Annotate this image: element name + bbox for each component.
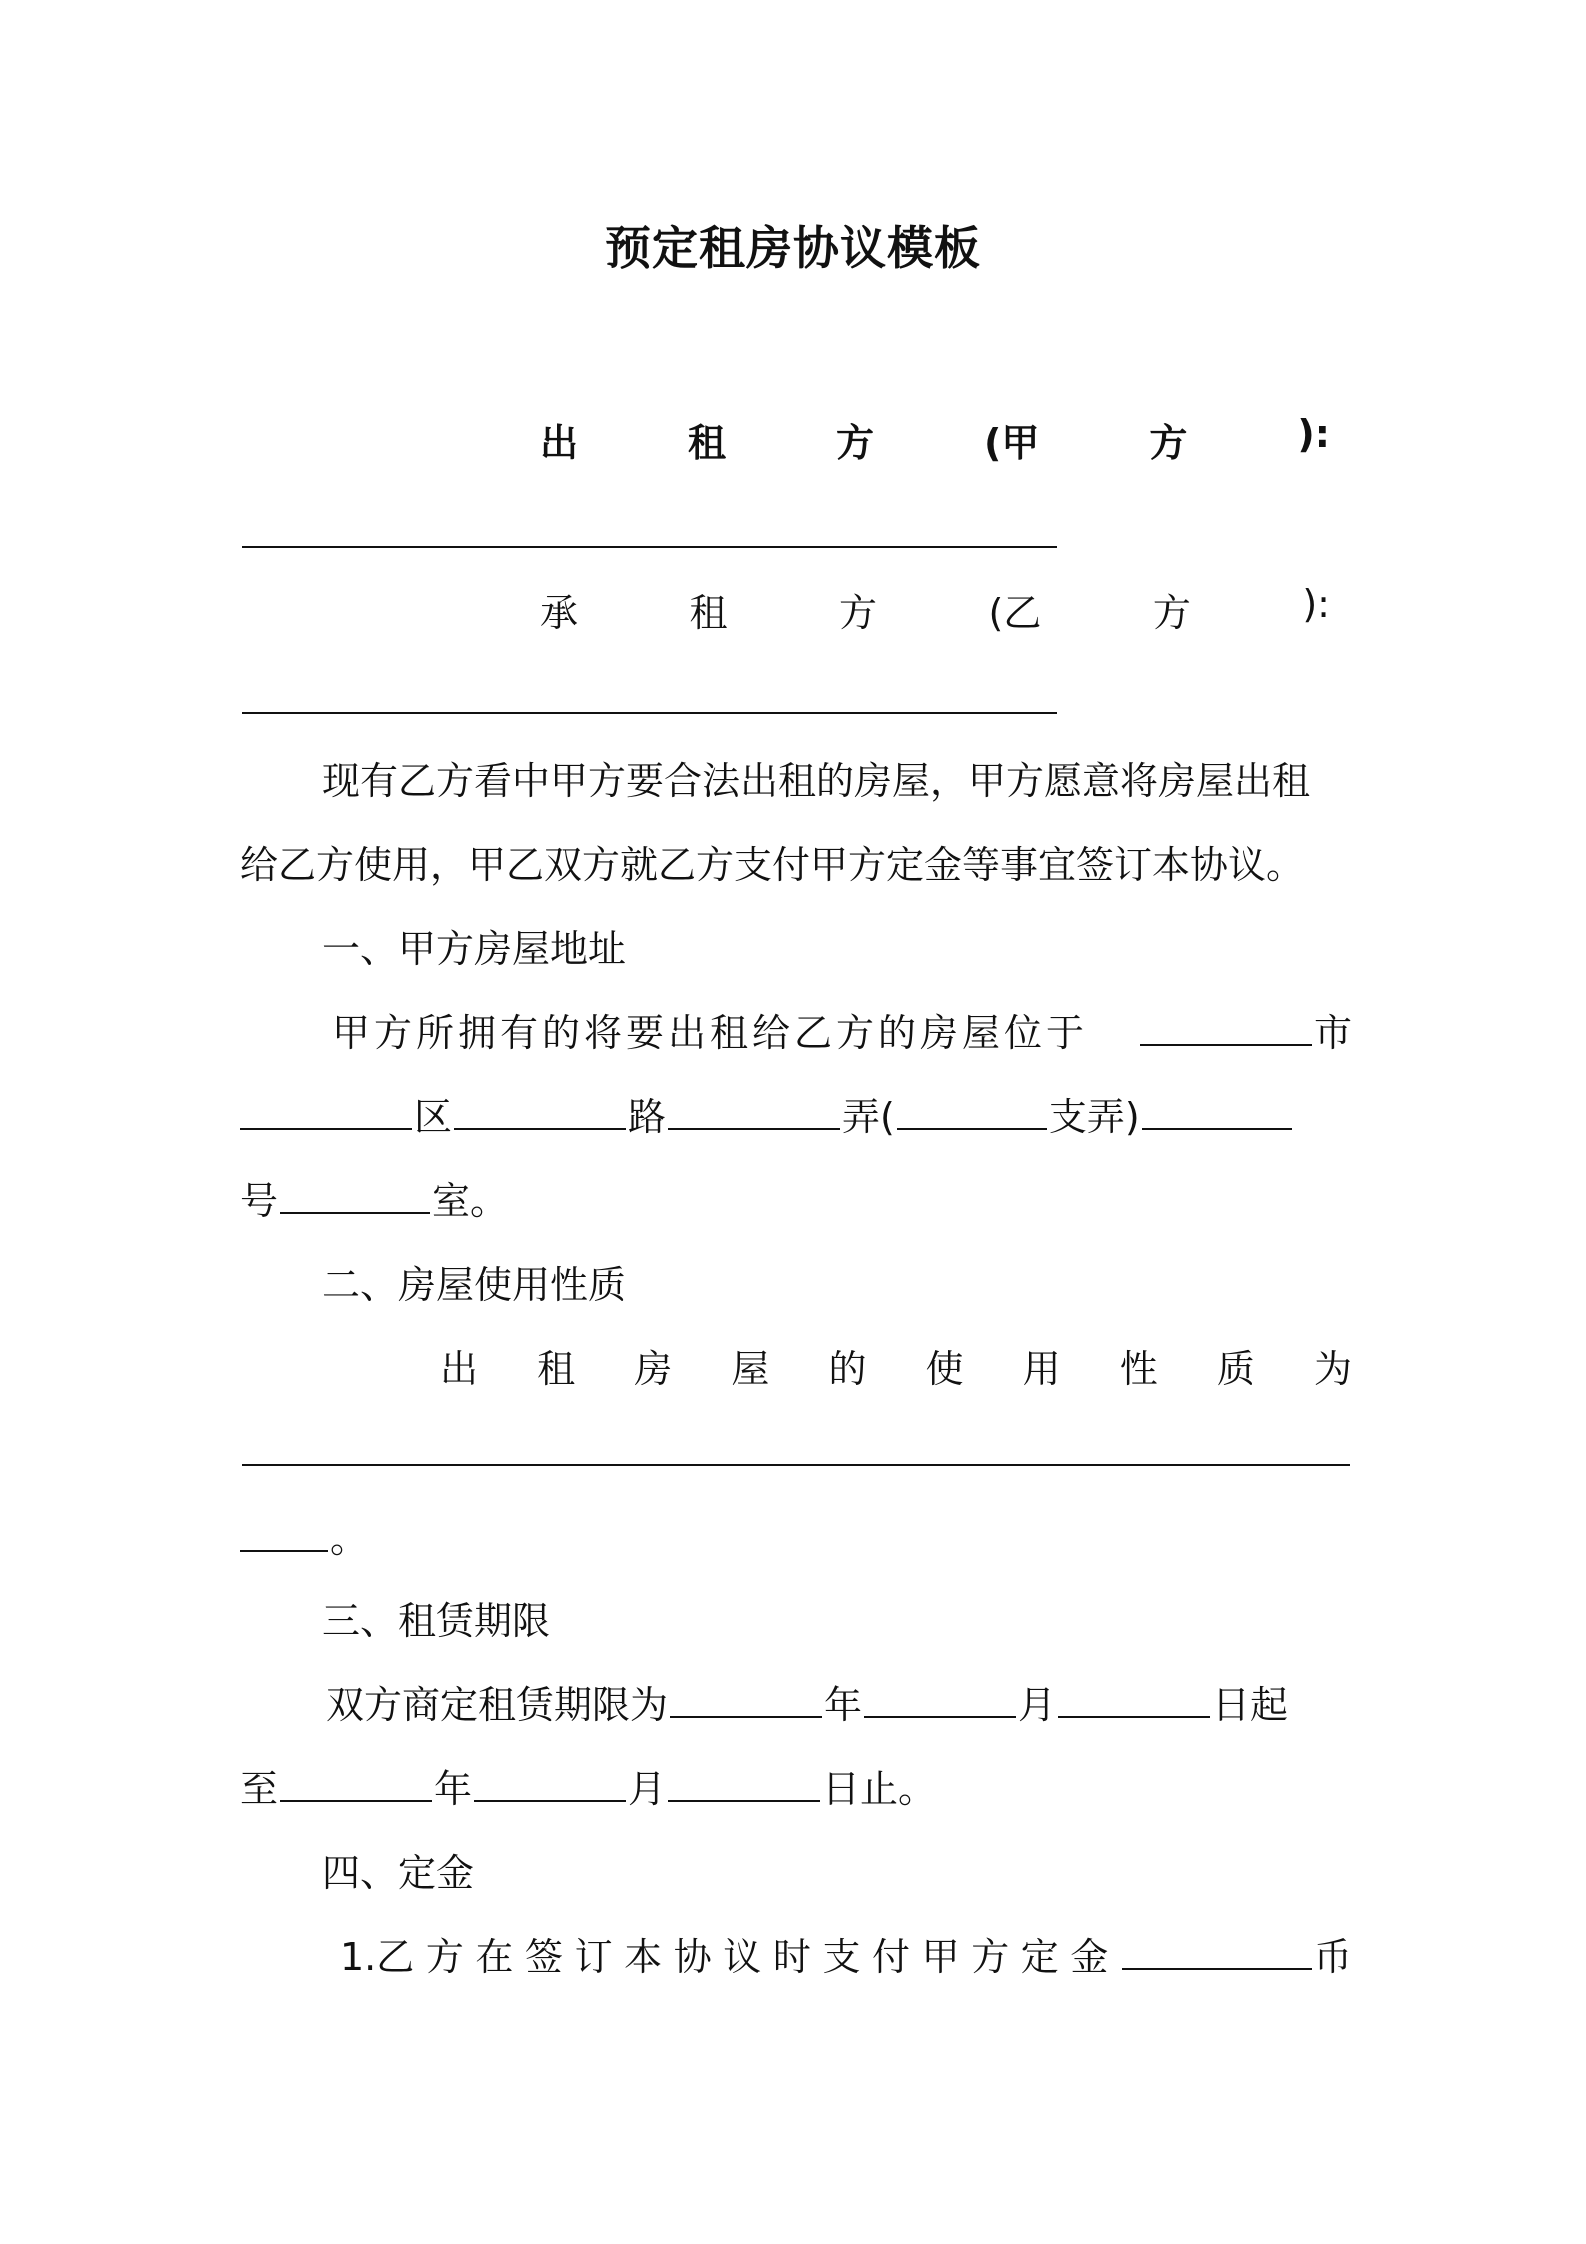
intro-line-2: 给乙方使用，甲乙双方就乙方支付甲方定金等事宜签订本协议。 [240, 843, 1305, 887]
end-year-blank[interactable] [280, 1768, 432, 1802]
section2-char: 为 [1313, 1347, 1352, 1391]
section4-char: 定 [1020, 1935, 1059, 1979]
section4-char: 时 [772, 1935, 811, 1979]
section3-line1 [326, 1674, 1436, 1729]
usage-blank[interactable] [242, 1464, 1350, 1466]
lessee-char: 租 [689, 591, 728, 635]
section3-line1-text: 双方商定租赁期限为 [326, 1683, 669, 1727]
section2-line3 [240, 1508, 1350, 1563]
city-label: 市 [1313, 1011, 1352, 1055]
section4-char: 订 [574, 1935, 613, 1979]
lane-blank[interactable] [668, 1096, 840, 1130]
lessee-char: 承 [540, 591, 579, 635]
currency-label: 币 [1313, 1935, 1352, 1979]
month-label: 月 [628, 1767, 667, 1811]
section2-char: 使 [925, 1347, 964, 1391]
section2-char: 屋 [731, 1347, 770, 1391]
lessor-blank[interactable] [242, 546, 1057, 548]
lessee-char: 方 [1152, 591, 1191, 635]
number-label: 号 [240, 1179, 279, 1223]
section4-char: 1.乙 [340, 1935, 415, 1979]
start-year-blank[interactable] [670, 1684, 822, 1718]
lessee-char: (乙 [988, 591, 1042, 635]
section2-char: 租 [537, 1347, 576, 1391]
sublane-label: 支弄) [1048, 1095, 1140, 1139]
start-month-blank[interactable] [864, 1684, 1016, 1718]
section2-char: 出 [440, 1347, 479, 1391]
section1-line1 [332, 1002, 1352, 1057]
section1-line3 [240, 1170, 1350, 1225]
section4-char: 方 [425, 1935, 464, 1979]
section4-char: 本 [624, 1935, 663, 1979]
lessee-char: 方 [839, 591, 878, 635]
section4-line1 [340, 1926, 1352, 1981]
road-blank[interactable] [454, 1096, 626, 1130]
deposit-blank[interactable] [1122, 1936, 1312, 1970]
lessor-char: 租 [688, 421, 727, 465]
section2-end: 。 [330, 1517, 369, 1561]
section4-char: 签 [524, 1935, 563, 1979]
intro-line-1: 现有乙方看中甲方要合法出租的房屋，甲方愿意将房屋出租 [322, 759, 1311, 803]
section4-char: 金 [1070, 1935, 1109, 1979]
district-label: 区 [414, 1095, 453, 1139]
section1-heading: 一、甲方房屋地址 [322, 927, 627, 971]
section4-char: 议 [723, 1935, 762, 1979]
section4-char: 协 [673, 1935, 712, 1979]
number-blank[interactable] [1142, 1096, 1292, 1130]
section2-line1 [440, 1338, 1352, 1393]
to-label: 至 [240, 1767, 279, 1811]
sublane-blank[interactable] [897, 1096, 1047, 1130]
lane-label: 弄( [842, 1095, 895, 1139]
district-blank[interactable] [240, 1096, 412, 1130]
section4-heading: 四、定金 [322, 1851, 475, 1895]
lessor-char: ): [1297, 412, 1330, 456]
month-label: 月 [1018, 1683, 1057, 1727]
lessee-char: ): [1302, 582, 1330, 626]
section2-char: 性 [1119, 1347, 1158, 1391]
section3-heading: 三、租赁期限 [322, 1599, 551, 1643]
lessor-char: 方 [1149, 421, 1188, 465]
section3-line2 [240, 1758, 1350, 1813]
end-day-blank[interactable] [668, 1768, 820, 1802]
start-day-blank[interactable] [1058, 1684, 1210, 1718]
section2-char: 房 [634, 1347, 673, 1391]
section4-char: 方 [971, 1935, 1010, 1979]
section1-line1-text: 甲方所拥有的将要出租给乙方的房屋位于 [332, 1011, 1089, 1055]
section4-char: 付 [872, 1935, 911, 1979]
lessor-char: (甲 [984, 421, 1040, 465]
lessee-label [540, 582, 1330, 637]
section1-line2 [240, 1086, 1350, 1141]
room-label: 室。 [432, 1179, 509, 1223]
room-blank[interactable] [280, 1180, 430, 1214]
section2-char: 质 [1216, 1347, 1255, 1391]
section2-char: 的 [828, 1347, 867, 1391]
day-until-label: 日止。 [822, 1767, 937, 1811]
year-label: 年 [824, 1683, 863, 1727]
road-label: 路 [628, 1095, 667, 1139]
lessee-blank[interactable] [242, 712, 1057, 714]
city-blank[interactable] [1140, 1012, 1312, 1046]
document-title: 预定租房协议模板 [605, 221, 981, 275]
day-from-label: 日起 [1212, 1683, 1289, 1727]
section2-heading: 二、房屋使用性质 [322, 1263, 627, 1307]
section4-char: 支 [822, 1935, 861, 1979]
year-label: 年 [434, 1767, 473, 1811]
section4-char: 在 [475, 1935, 514, 1979]
lessor-char: 出 [540, 421, 579, 465]
usage-blank-cont[interactable] [240, 1518, 328, 1552]
section4-char: 甲 [921, 1935, 960, 1979]
end-month-blank[interactable] [474, 1768, 626, 1802]
lessor-label [540, 412, 1330, 467]
lessor-char: 方 [836, 421, 875, 465]
section2-char: 用 [1022, 1347, 1061, 1391]
